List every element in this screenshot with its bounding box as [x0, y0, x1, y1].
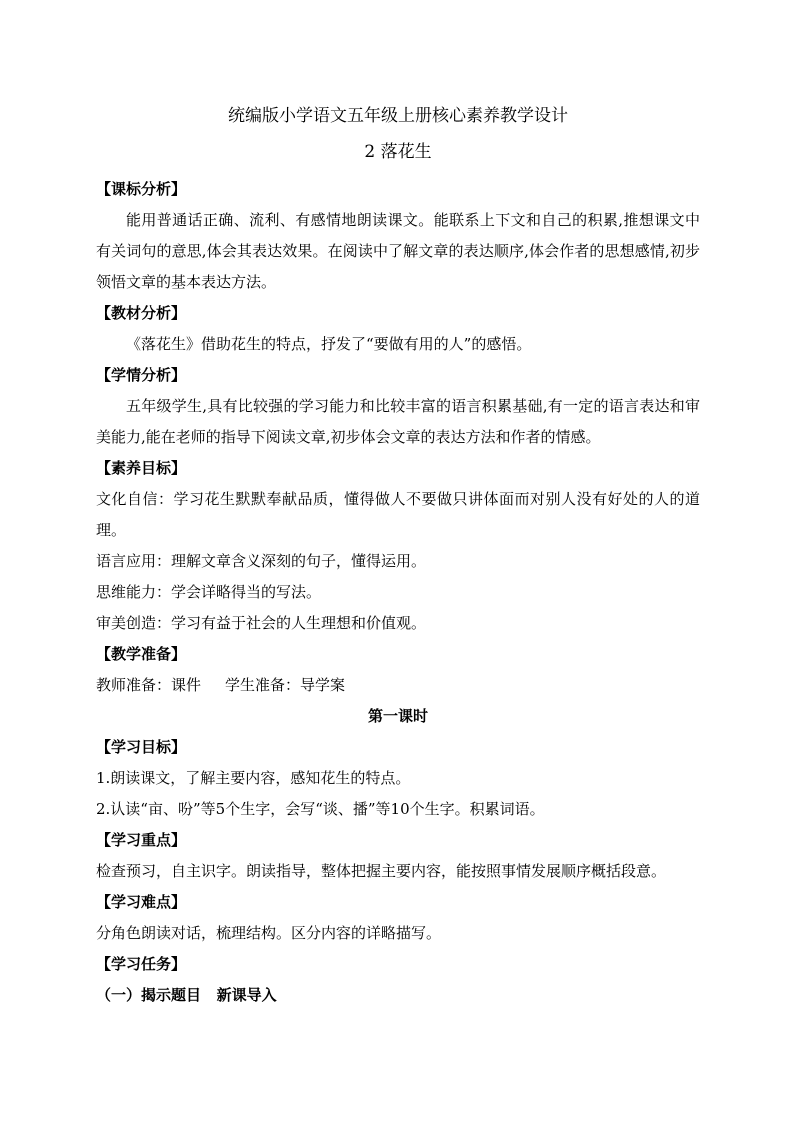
document-title: 统编版小学语文五年级上册核心素养教学设计 — [228, 106, 568, 126]
goal-thinking: 思维能力：学会详略得当的写法。 — [96, 583, 322, 601]
goal-aesthetic: 审美创造：学习有益于社会的人生理想和价值观。 — [96, 614, 427, 632]
lesson-subtitle: 2 落花生 — [364, 142, 432, 162]
task-item-1: （一）揭示题目 新课导入 — [96, 986, 277, 1004]
preparation-heading: 【教学准备】 — [96, 645, 187, 663]
focus-heading: 【学习重点】 — [96, 831, 187, 849]
document-page — [96, 98, 700, 1011]
preparation-line — [96, 670, 700, 701]
students-heading: 【学情分析】 — [96, 366, 187, 384]
objective-item-2: 2.认读“亩、吩”等5个生字，会写“谈、播”等10个生字。积累词语。 — [96, 800, 545, 818]
difficulty-heading: 【学习难点】 — [96, 893, 187, 911]
textbook-heading: 【教材分析】 — [96, 304, 187, 322]
difficulty-text: 分角色朗读对话，梳理结构。区分内容的详略描写。 — [96, 924, 442, 942]
objective-item-1: 1.朗读课文，了解主要内容，感知花生的特点。 — [96, 769, 411, 787]
lesson-title: 第一课时 — [367, 707, 428, 725]
curriculum-text: 能用普通话正确、流利、有感情地朗读课文。能联系上下文和自己的积累,推想课文中有关词句的意思,体会其表达效果。在阅读中了解文章的表达顺序,体会作者的思想感情,初步领悟文章的基本表达方法。 — [96, 211, 700, 291]
student-preparation: 学生准备：导学案 — [225, 676, 346, 694]
focus-text: 检查预习，自主识字。朗读指导，整体把握主要内容，能按照事情发展顺序概括段意。 — [96, 862, 667, 880]
goal-language: 语言应用：理解文章含义深刻的句子，懂得运用。 — [96, 552, 427, 570]
students-text: 五年级学生,具有比较强的学习能力和比较丰富的语言积累基础,有一定的语言表达和审美能力,能在老师的指导下阅读文章,初步体会文章的表达方法和作者的情感。 — [96, 397, 700, 446]
objectives-heading: 【学习目标】 — [96, 738, 187, 756]
tasks-heading: 【学习任务】 — [96, 955, 187, 973]
goals-heading: 【素养目标】 — [96, 459, 187, 477]
goal-culture: 文化自信：学习花生默默奉献品质，懂得做人不要做只讲体面而对别人没有好处的人的道理。 — [96, 490, 700, 539]
curriculum-heading: 【课标分析】 — [96, 180, 187, 198]
textbook-text: 《落花生》借助花生的特点，抒发了“要做有用的人”的感悟。 — [126, 335, 532, 353]
teacher-preparation: 教师准备：课件 — [96, 676, 202, 694]
